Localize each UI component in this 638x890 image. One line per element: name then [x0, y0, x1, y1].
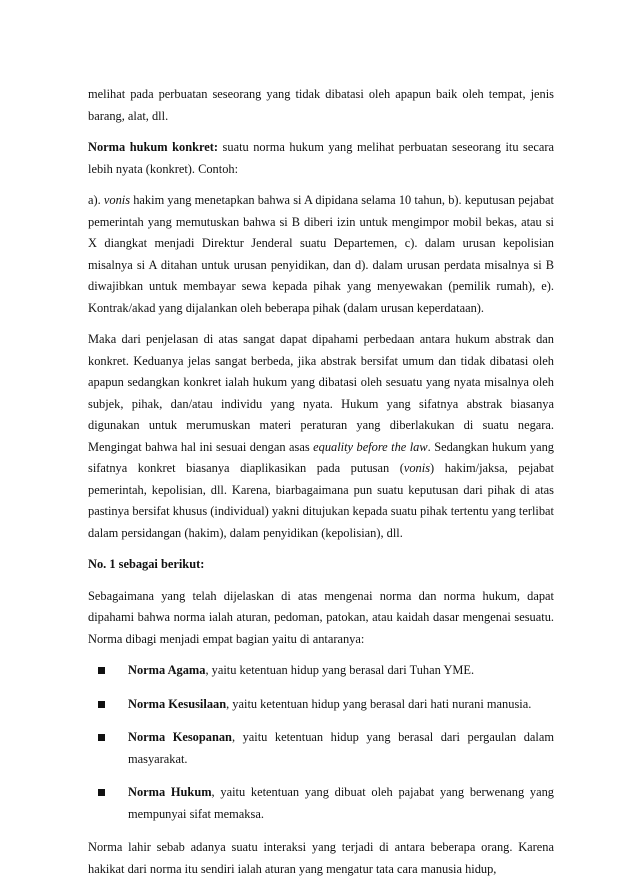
- list-item: [88, 727, 554, 770]
- paragraph-comparison: [88, 329, 554, 544]
- paragraph-text: Maka dari penjelasan di atas sangat dapat dipahami perbedaan antara hukum abstrak dan konkret. Keduanya jelas sangat berbeda, jika abstrak bersifat umum dan tidak dibatasi oleh apapun sedangkan konkret ialah hukum yang dibatasi oleh sesuatu yang nyata misalnya oleh subjek, pihak, dan/atau individu yang nyata. Hukum yang sifatnya abstrak biasanya digunakan untuk merumuskan materi peraturan yang diberlakukan di suatu negara. Mengingat bahwa hal ini sesuai dengan asas: [88, 332, 554, 454]
- paragraph-text: . Sedangkan hukum yang sifatnya konkret biasanya diaplikasikan pada putusan (: [88, 439, 554, 475]
- list-item-text: , yaitu ketentuan hidup yang berasal dari Tuhan YME.: [205, 663, 475, 677]
- document-page: [88, 84, 554, 890]
- list-item-term: Norma Kesopanan: [128, 730, 232, 744]
- paragraph-text: hakim yang menetapkan bahwa si A dipidana selama 10 tahun, b). keputusan pejabat pemerintah yang memutuskan bahwa si B diberi izin untuk mengimpor mobil bekas, atau si X diangkat menjadi Direktur Jenderal suatu Departemen, c). dalam urusan kepolisian misalnya si A ditahan untuk urusan penyidikan, dan d). dalam urusan perdata misalnya si B diwajibkan untuk membayar sewa kepada pihak yang menyewakan (pemilik rumah), e). Kontrak/akad yang dijalankan oleh beberapa pihak (dalam urusan keperdataan).: [88, 193, 554, 315]
- paragraph-closing: Norma lahir sebab adanya suatu interaksi yang terjadi di antara beberapa orang. Karena hakikat dari norma itu sendiri ialah aturan yang mengatur tata cara manusia hidup,: [88, 840, 554, 876]
- list-item-term: Norma Kesusilaan: [128, 696, 227, 711]
- square-bullet-icon: [98, 734, 105, 741]
- list-item-text: , yaitu ketentuan yang dibuat oleh pajabat yang berwenang yang mempunyai sifat memaksa.: [128, 785, 555, 821]
- list-item-term: Norma Agama: [128, 663, 206, 677]
- term-norma-hukum-konkret: Norma hukum konkret:: [88, 140, 219, 154]
- square-bullet-icon: [98, 667, 105, 674]
- paragraph-examples: [88, 190, 554, 319]
- paragraph-intro-norma: Sebagaimana yang telah dijelaskan di atas mengenai norma dan norma hukum, dapat dipahami bahwa norma ialah aturan, pedoman, patokan, atau kaidah dasar mengenai sesuatu. Norma dibagi menjadi empat bagian yaitu di antaranya:: [88, 588, 554, 646]
- square-bullet-icon: [98, 789, 105, 796]
- norma-list: [88, 660, 554, 825]
- example-marker: a).: [88, 193, 104, 207]
- list-item-text: , yaitu ketentuan hidup yang berasal dari pergaulan dalam masyarakat.: [128, 730, 554, 766]
- heading-text: No. 1 sebagai berikut:: [88, 557, 205, 571]
- paragraph-continuation: melihat pada perbuatan seseorang yang tidak dibatasi oleh apapun baik oleh tempat, jenis barang, alat, dll.: [88, 87, 554, 123]
- square-bullet-icon: [98, 701, 105, 708]
- list-item: [88, 660, 554, 682]
- paragraph-text: suatu norma hukum yang melihat perbuatan seseorang itu secara lebih nyata (konkret). Contoh:: [88, 140, 554, 176]
- italic-asas: equality before the law: [313, 439, 428, 454]
- section-heading: [88, 554, 554, 576]
- list-item-text: , yaitu ketentuan hidup yang berasal dari hati nurani manusia.: [226, 696, 532, 711]
- italic-vonis: vonis: [403, 461, 431, 475]
- italic-vonis: vonis: [103, 193, 131, 207]
- paragraph-text: ) hakim/jaksa, pejabat pemerintah, kepolisian, dll. Karena, biarbagaimana pun suatu keputusan dari pihak di atas pastinya bersifat khusus (individual) yakni ditujukan kepada suatu pihak tertentu yang terlibat dalam persidangan (hakim), dalam penyidikan (kepolisian), dll.: [88, 461, 554, 540]
- list-item: [88, 694, 554, 716]
- list-item-term: Norma Hukum: [128, 785, 212, 799]
- paragraph-norma-hukum-konkret: [88, 137, 554, 180]
- list-item: [88, 782, 554, 825]
